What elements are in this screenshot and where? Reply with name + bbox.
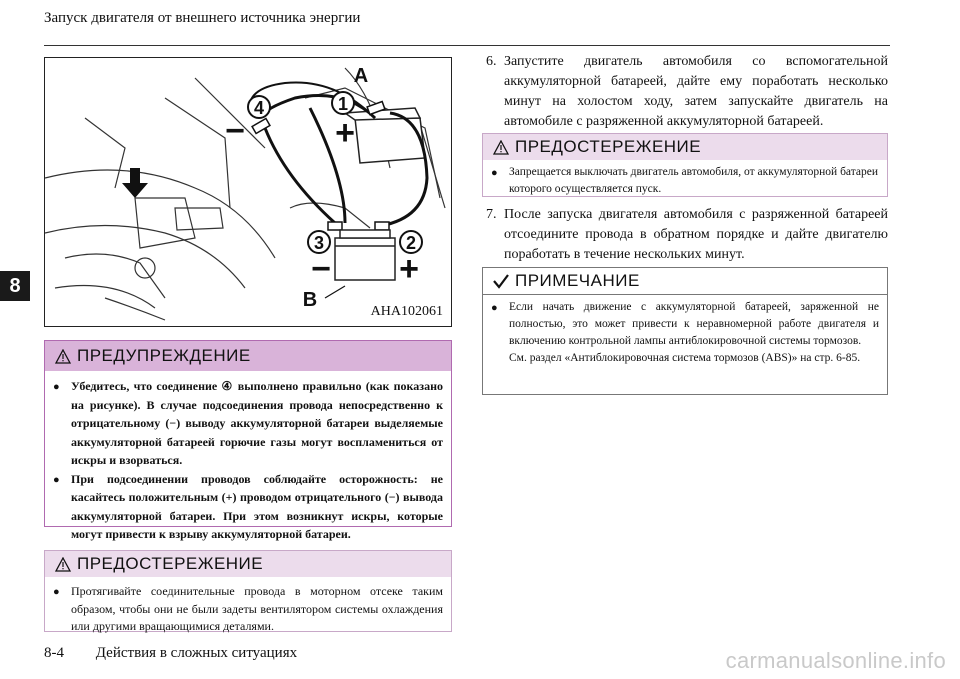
note-reference: См. раздел «Антиблокировочная система тормозов (ABS)» на стр. 6-85. (509, 352, 861, 364)
plus-sign-2: + (399, 250, 419, 288)
warning-title: ПРЕДУПРЕЖДЕНИЕ (77, 346, 251, 365)
label-b: B (302, 289, 318, 311)
step-number: 7. (486, 207, 497, 222)
label-1: 1 (337, 94, 349, 114)
caution-header (45, 551, 451, 577)
warning-box (44, 340, 452, 541)
bullet-icon: ● (491, 302, 498, 314)
minus-sign-4: − (225, 112, 245, 150)
page-header-title: Запуск двигателя от внешнего источника энергии (44, 10, 361, 26)
warning-item: ● Убедитесь, что соединение ④ выполнено правильно (как показано на рисунке). В случае подсоединения провода непосредственно к отрицательному (−) выводу аккумуляторной батареи выделяемые аккумуляторной батареей горючие газы могут воспламениться от искры и взорваться. (53, 377, 443, 470)
note-header (483, 268, 887, 295)
step-7 (486, 205, 888, 265)
minus-sign-3: − (311, 250, 331, 288)
label-2: 2 (405, 233, 417, 253)
caution-header (483, 134, 887, 160)
label-4: 4 (253, 98, 265, 118)
warning-triangle-icon (55, 557, 71, 572)
watermark: carmanualsonline.info (725, 648, 946, 673)
step-text: После запуска двигателя автомобиля с разряженной батареей отсоедините провода в обратном порядке и дайте двигателю поработать в течение нескольких минут. (504, 207, 888, 262)
step-number: 6. (486, 54, 497, 69)
note-box (482, 267, 888, 395)
jump-start-illustration (44, 57, 452, 327)
engine-bay-drawing (45, 58, 452, 327)
header-rule (44, 45, 890, 46)
warning-triangle-icon (55, 349, 71, 364)
bullet-icon: ● (53, 586, 60, 598)
note-item: ● Если начать движение с аккумуляторной батареей, заряженной не полностью, это может привести к неравномерной работе двигателя и включению контрольной лампы антиблокировочной системы тормозов. (491, 299, 879, 350)
figure-code: AHA102061 (370, 304, 443, 319)
caution-box-2 (482, 133, 888, 197)
step-6 (486, 52, 888, 132)
label-3: 3 (313, 233, 325, 253)
page-number: 8-4 (44, 645, 64, 661)
caution-title: ПРЕДОСТЕРЕЖЕНИЕ (77, 554, 264, 573)
chapter-tab: 8 (0, 271, 30, 301)
bullet-icon: ● (53, 473, 60, 486)
page-footer (44, 645, 297, 662)
plus-sign-1: + (335, 114, 355, 152)
step-text: Запустите двигатель автомобиля со вспомогательной аккумуляторной батареей, дайте ему поработать несколько минут на холостом ходу, затем запускайте двигатель на автомобиле с разряженной аккумуляторной батареей. (504, 54, 888, 129)
caution-box-1 (44, 550, 452, 632)
checkmark-icon (493, 274, 509, 289)
footer-section-title: Действия в сложных ситуациях (95, 645, 298, 661)
caution-item: ● Запрещается выключать двигатель автомобиля, от аккумуляторной батареи которого осуществляется пуск. (491, 164, 879, 197)
label-a: A (353, 65, 369, 87)
note-title: ПРИМЕЧАНИЕ (515, 271, 640, 290)
warning-triangle-icon (493, 140, 509, 155)
caution-item: ● Протягивайте соединительные провода в моторном отсеке таким образом, чтобы они не были задеты вентилятором системы охлаждения или другими вращающимися деталями. (53, 583, 443, 636)
bullet-icon: ● (53, 381, 60, 393)
bullet-icon: ● (491, 167, 498, 179)
warning-header (45, 341, 451, 371)
warning-item: ● При подсоединении проводов соблюдайте осторожность: не касайтесь положительным (+) проводом отрицательного (−) вывода аккумуляторной батареи. При этом возникнут искры, которые могут привести к взрыву аккумуляторной батареи. (53, 470, 443, 544)
caution-title: ПРЕДОСТЕРЕЖЕНИЕ (515, 137, 702, 156)
